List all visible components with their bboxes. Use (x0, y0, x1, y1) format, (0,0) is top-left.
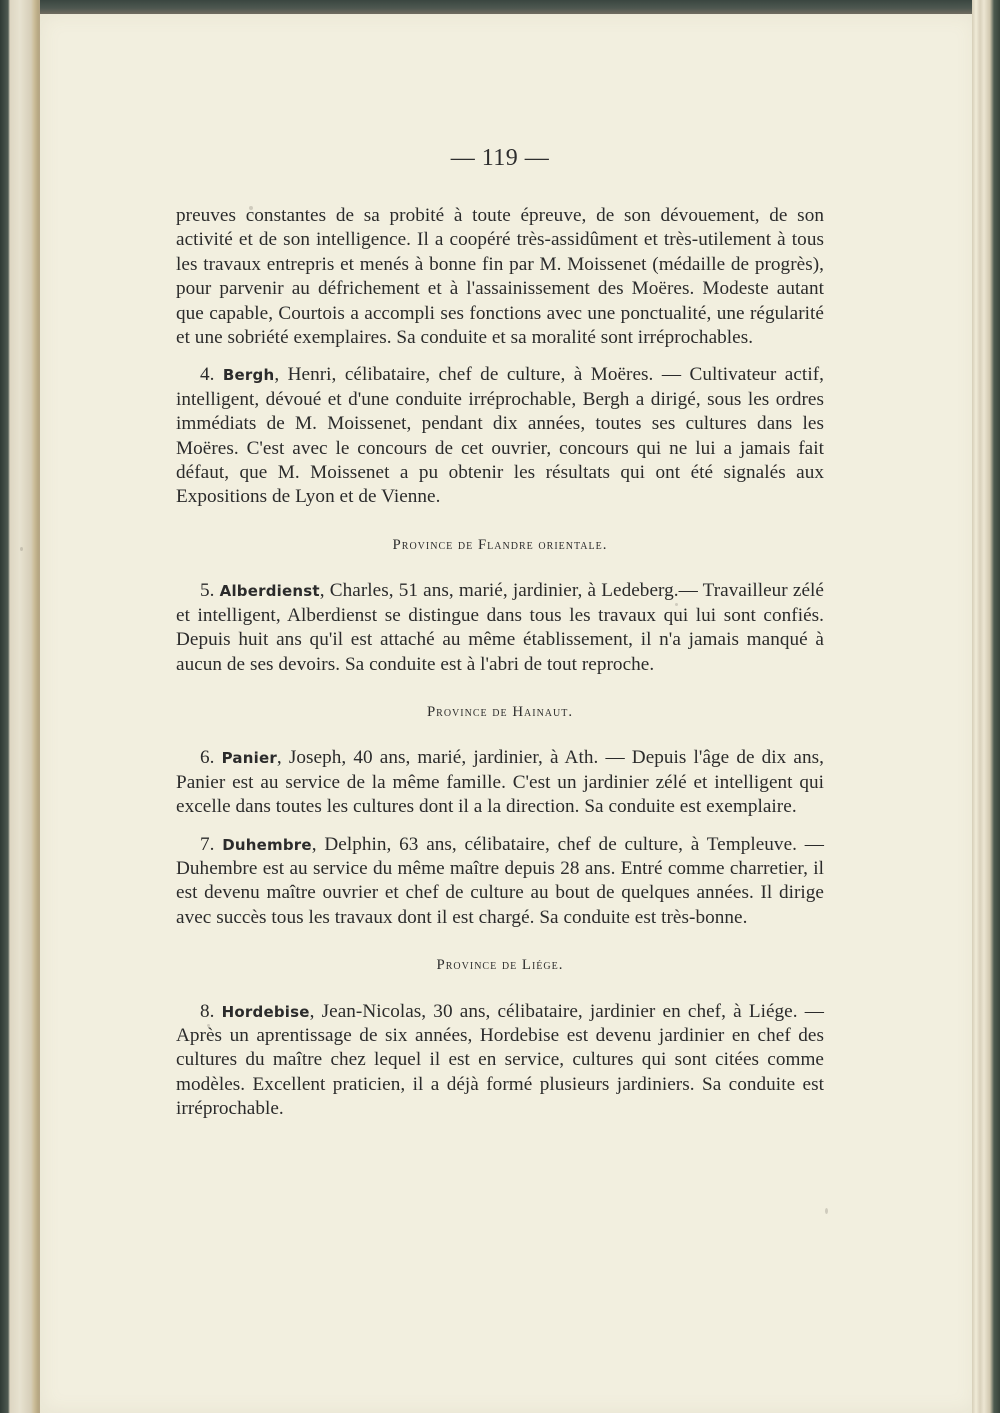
paragraph-alberdienst (176, 579, 824, 677)
entry-number: 4. (200, 364, 223, 386)
entry-number: 8. (200, 1000, 222, 1022)
person-name: Duhembre (222, 835, 312, 854)
paragraph-hordebise (176, 1000, 824, 1122)
person-name: Hordebise (221, 1002, 310, 1021)
paragraph-panier (176, 746, 824, 819)
person-name: Panier (221, 749, 277, 768)
entry-number: 7. (200, 833, 223, 855)
book-top-edge (0, 0, 1000, 14)
section-heading-liege: Province de Liége. (436, 957, 564, 974)
page-number: — 119 — (450, 145, 550, 171)
entry-text: , Joseph, 40 ans, marié, jardinier, à Ath. — Depuis l'âge de dix ans, Panier est au service de la même famille. C'est un jardinier zélé et intelligent qui excelle dans toutes les cultures dont il a la direction. Sa conduite est exemplaire. (176, 747, 824, 818)
section-heading-flandre-orientale: Province de Flandre orientale. (392, 536, 608, 553)
paragraph-courtois-continuation: preuves constantes de sa probité à toute épreuve, de son dévouement, de son activité et de son intelligence. Il a coopéré très-assidûment et très-utilement à tous les travaux entrepris et menés à bonne fin par M. Moissenet (médaille de progrès), pour parvenir au défrichement et à l'assainissement des Moëres. Modeste autant que capable, Courtois a accompli ses fonctions avec une ponctualité, une régularité et une sobriété exemplaires. Sa conduite et sa moralité sont irréprochables. (176, 205, 824, 349)
document-body (176, 204, 824, 1122)
book-spine-edge (0, 0, 40, 1413)
entry-number: 5. (200, 580, 220, 602)
paper-speck (825, 1208, 828, 1214)
entry-text: , Delphin, 63 ans, célibataire, chef de culture, à Templeuve. — Duhembre est au service du même maître depuis 28 ans. Entré comme charretier, il est devenu maître ouvrier et chef de culture au bout de quelques années. Il dirige avec succès tous les travaux dont il est chargé. Sa conduite est très-bonne. (176, 833, 824, 928)
paragraph-duhembre (176, 833, 824, 931)
paper-speck (20, 547, 23, 551)
entry-text: , Charles, 51 ans, marié, jardinier, à Ledeberg.— Travailleur zélé et intelligent, Alberdienst se distingue dans tous les travaux qui lui sont confiés. Depuis huit ans qu'il est attaché au même établissement, il n'a jamais manqué à aucun de ses devoirs. Sa conduite est à l'abri de tout reproche. (176, 580, 824, 675)
paragraph-bergh (176, 363, 824, 509)
person-name: Alberdienst (219, 582, 320, 601)
book-right-edge (972, 0, 1000, 1413)
section-heading-hainaut: Province de Hainaut. (426, 703, 574, 720)
entry-text: , Henri, célibataire, chef de culture, à Moëres. — Cultivateur actif, intelligent, dévoué et d'une conduite irréprochable, Bergh a dirigé, sous les ordres immédiats de M. Moissenet, pendant dix années, toutes ses cultures dans les Moëres. C'est avec le concours de cet ouvrier, concours qui ne lui a jamais fait défaut, que M. Moissenet a pu obtenir les résultats qui ont été signalés aux Expositions de Lyon et de Vienne. (176, 364, 824, 508)
person-name: Bergh (222, 366, 275, 385)
entry-number: 6. (200, 747, 222, 769)
entry-text: , Jean-Nicolas, 30 ans, célibataire, jardinier en chef, à Liége. — Après un aprentissage de six années, Hordebise est devenu jardinier en chef des cultures du maître chez lequel il est en service, cultures qui sont citées comme modèles. Excellent praticien, il a déjà formé plusieurs jardiniers. Sa conduite est irréprochable. (176, 1000, 824, 1120)
